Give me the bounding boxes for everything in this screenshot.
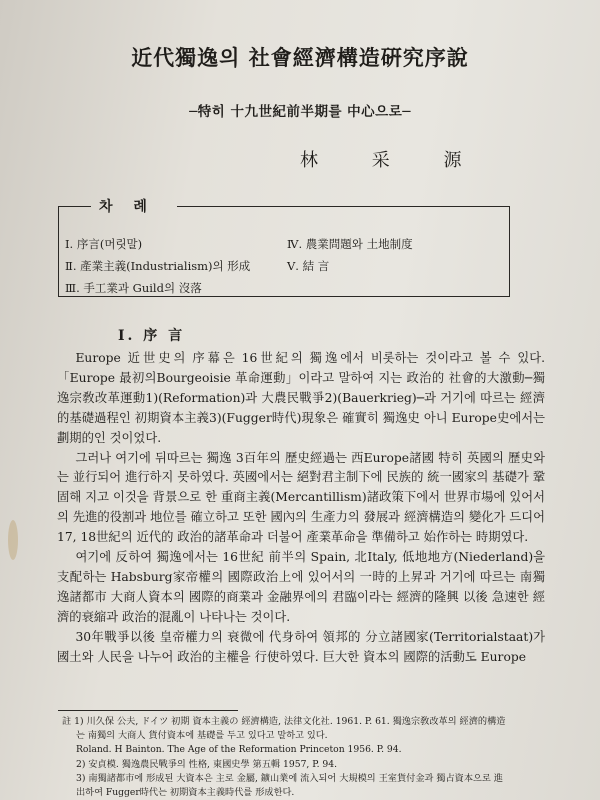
footnote-line: 3) 南獨諸都市에 形成된 大資本은 主로 金屬, 鑛山業에 流入되어 大規模의 王室貨付金과 獨占資本으로 進 <box>76 772 503 784</box>
footnote-line: 2) 安貞模. 獨逸農民戰爭의 性格, 東國史學 第五輯 1957, P. 94. <box>76 758 338 770</box>
footnote-line: Roland. H Bainton. The Age of the Reformation Princeton 1956. P. 94. <box>76 744 402 756</box>
paragraph: 여기에 反하여 獨逸에서는 16世紀 前半의 Spain, 北Italy, 低地地方(Niederland)을 支配하는 Habsburg家帝權의 國際政治上에 있어서의 一時的上昇과 거기에 따르는 南獨逸諸都市 大商人資本의 國際的商業과 金融界에의 君臨이라는 經濟的隆興 以後 急速한 經濟的衰縮과 政治的混亂이 나타나는 것이다. <box>57 550 545 624</box>
footnote-divider <box>58 710 238 711</box>
toc-heading: 차 례 <box>99 199 155 215</box>
article-subtitle: ─特히 十九世紀前半期를 中心으로─ <box>189 104 411 120</box>
toc-item-5: Ⅴ. 結 言 <box>287 259 330 273</box>
toc-item-3: Ⅲ. 手工業과 Guild의 沒落 <box>65 281 202 295</box>
footnote-line: 註 1) 川久保 公夫, ドイツ 初期 資本主義の 經濟構造, 法律文化社. 1961. P. 61. 獨逸宗敎改革의 經濟的構造 <box>62 716 506 727</box>
toc-item-2: Ⅱ. 產業主義(Industrialism)의 形成 <box>65 259 251 273</box>
footnote-line: 出하여 Fugger時代는 初期資本主義時代를 形成한다. <box>76 787 295 799</box>
body-text <box>57 349 545 668</box>
toc-item-1: Ⅰ. 序言(머릿말) <box>65 237 143 251</box>
toc-item-4: Ⅳ. 農業問題와 土地制度 <box>287 237 413 251</box>
article-title: 近代獨逸의 社會經濟構造硏究序說 <box>131 45 469 70</box>
table-of-contents <box>58 199 510 297</box>
footnote-line: 는 南獨의 大商人 貨付資本에 基礎를 두고 있다고 말하고 있다. <box>76 730 328 742</box>
footnotes <box>62 715 552 800</box>
section-heading: Ⅰ. 序 言 <box>118 328 186 344</box>
paragraph: 그러나 여기에 뒤따르는 獨逸 3百年의 歷史經過는 西Europe諸國 特히 英國의 歷史와는 並行되어 進行하지 못하였다. 英國에서는 絕對君主制下에 民族的 統一國家의 基礎가 鞏固해 지고 이것을 背景으로 한 重商主義(Mercantillism)諸政策下에서 世界市場에 있어서의 先進的役割과 地位를 確立하고 또한 國內의 生產力의 發展과 經濟構造의 變化가 드디어 17, 18世紀의 近代的 政治的諸革命과 더불어 產業革命을 準備하고 始作하는 時期였다. <box>57 450 545 545</box>
author-name: 林 采 源 <box>300 150 486 171</box>
paragraph: 30年戰爭以後 皇帝權力의 衰微에 代身하여 領邦的 分立諸國家(Territorialstaat)가 國土와 人民을 나누어 政治的主權을 行使하였다. 巨大한 資本의 國際的活動도 Europe <box>57 629 545 664</box>
paragraph: Europe 近世史의 序幕은 16世紀의 獨逸에서 비롯하는 것이라고 볼 수 있다. 「Europe 最初의Bourgeoisie 革命運動」이라고 말하여 지는 政治的 社會的大激動─獨逸宗敎改革運動1)(Reformation)과 大農民戰爭2)(Bauerkrieg)─과 거기에 따르는 經濟的基礎過程인 初期資本主義3)(Fugger時代)現象은 確實히 獨逸史 아니 Europe史에서는 劃期的인 것이었다. <box>57 351 545 445</box>
paper-stain <box>8 520 18 560</box>
